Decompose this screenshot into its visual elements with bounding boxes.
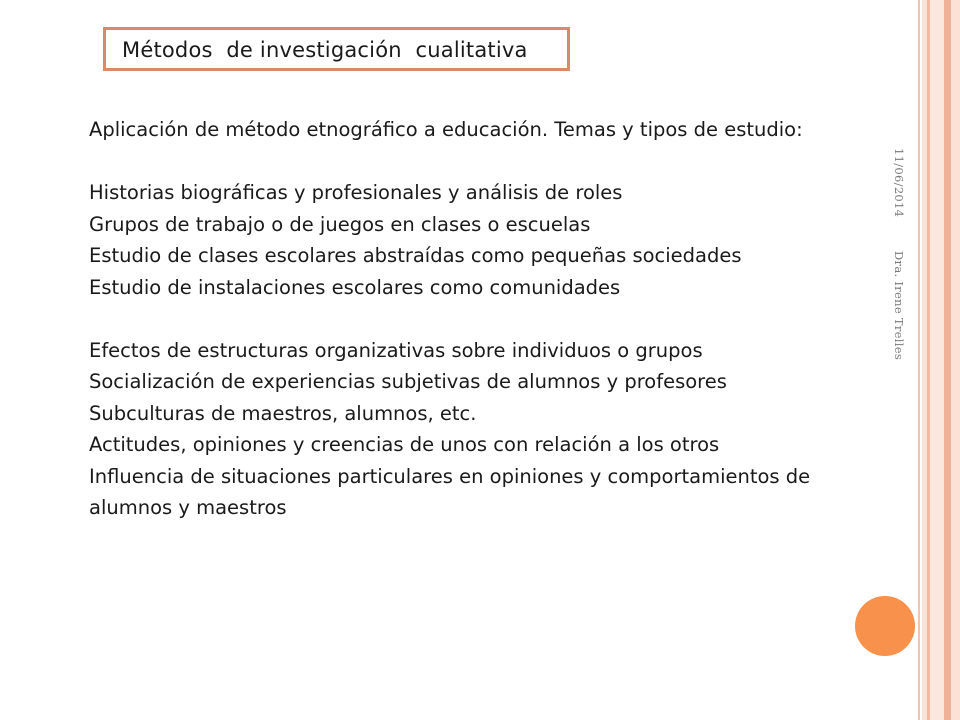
band-stripe [918, 0, 920, 720]
band-stripe [951, 0, 960, 720]
list-item: Subculturas de maestros, alumnos, etc. [89, 401, 477, 425]
band-stripe [930, 0, 944, 720]
right-decorative-band [918, 0, 960, 720]
list-item: Estudio de clases escolares abstraídas como pequeñas sociedades [89, 244, 742, 267]
accent-circle [855, 596, 915, 656]
spacer [89, 146, 889, 178]
slide-content [89, 114, 889, 524]
list-item: Historias biográficas y profesionales y análisis de roles [89, 181, 623, 204]
slide-author: Dra. Irene Trelles [892, 251, 906, 361]
title-box [103, 27, 570, 71]
band-stripe [944, 0, 951, 720]
list-item: Influencia de situaciones particulares en opiniones y comportamientos de [89, 464, 811, 488]
list-item: Estudio de instalaciones escolares como comunidades [89, 275, 621, 299]
slide-date: 11/06/2014 [892, 148, 906, 218]
list-item: Socialización de experiencias subjetivas de alumnos y profesores [89, 370, 727, 393]
vertical-footer [891, 148, 911, 408]
list-item: Efectos de estructuras organizativas sobre individuos o grupos [89, 338, 703, 362]
list-item: Grupos de trabajo o de juegos en clases o escuelas [89, 212, 591, 236]
intro-line: Aplicación de método etnográfico a educación. Temas y tipos de estudio: [89, 118, 803, 141]
spacer [89, 303, 889, 335]
slide-title: Métodos de investigación cualitativa [122, 38, 528, 62]
list-item: alumnos y maestros [89, 496, 287, 519]
list-item: Actitudes, opiniones y creencias de unos con relación a los otros [89, 433, 720, 456]
